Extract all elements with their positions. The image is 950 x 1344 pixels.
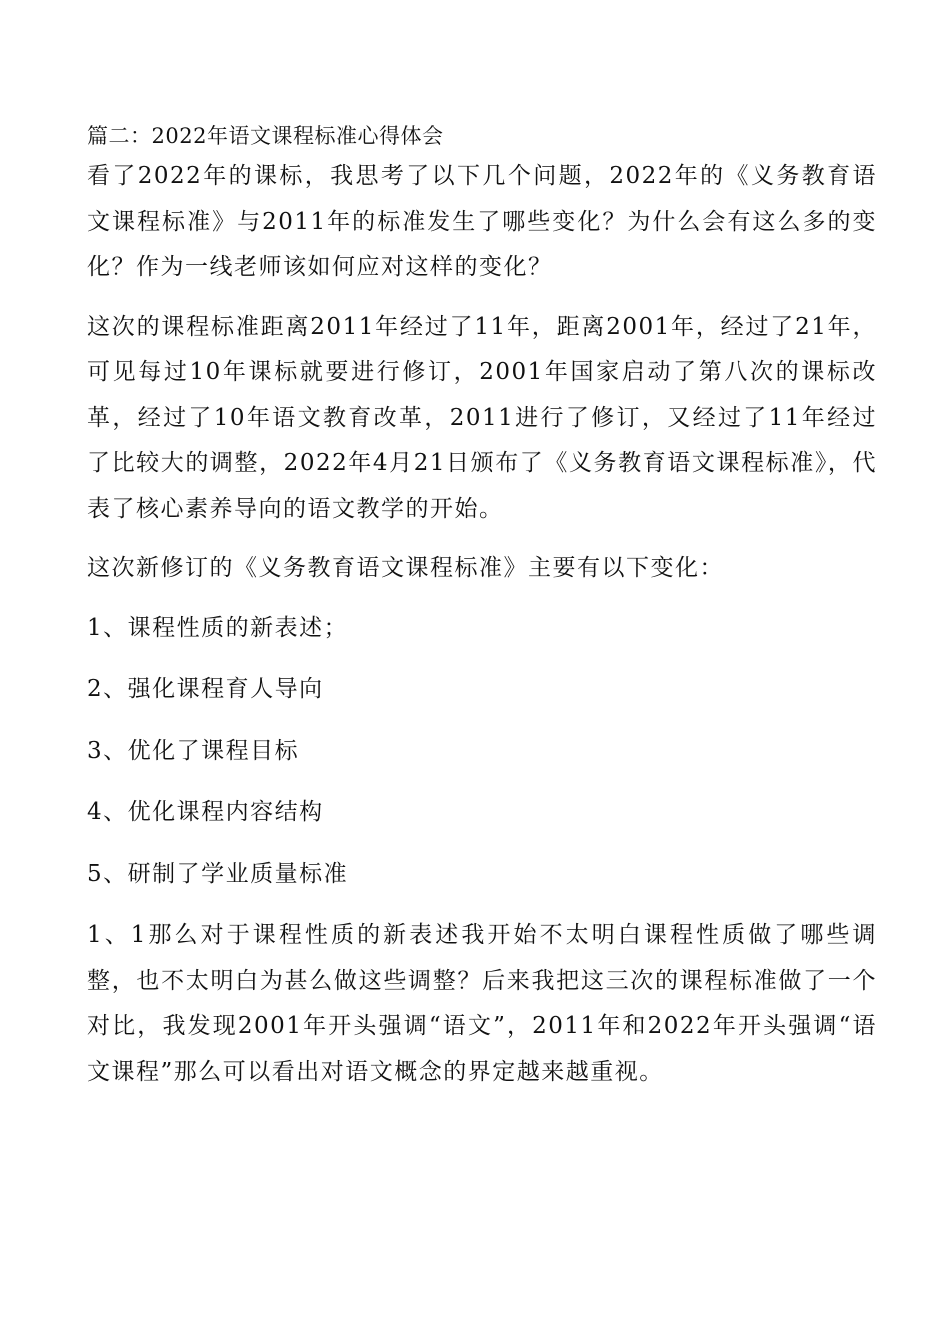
- paragraph-course-nature: 1、1那么对于课程性质的新表述我开始不太明白课程性质做了哪些调整，也不太明白为甚么做这些调整？后来我把这三次的课程标准做了一个对比，我发现2001年开头强调“语文”，2011年和2022年开头强调“语文课程”那么可以看出对语文概念的界定越来越重视。: [87, 922, 877, 1085]
- list-item-5: 5、研制了学业质量标准: [87, 860, 349, 887]
- list-item-1: 1、课程性质的新表述；: [87, 614, 349, 641]
- list-item-4: 4、优化课程内容结构: [87, 799, 324, 825]
- list-item-3: 3、优化了课程目标: [87, 737, 300, 764]
- list-item-2: 2、强化课程育人导向: [87, 676, 324, 702]
- paragraph-changes-intro: 这次新修订的《义务教育语文课程标准》主要有以下变化：: [87, 555, 724, 581]
- document-page: [87, 118, 877, 1109]
- section-heading: 篇二：2022年语文课程标准心得体会: [87, 124, 444, 148]
- paragraph-intro: 看了2022年的课标，我思考了以下几个问题，2022年的《义务教育语文课程标准》与2011年的标准发生了哪些变化？为什么会有这么多的变化？作为一线老师该如何应对这样的变化？: [87, 163, 877, 280]
- paragraph-history: 这次的课程标准距离2011年经过了11年，距离2001年，经过了21年，可见每过10年课标就要进行修订，2001年国家启动了第八次的课标改革，经过了10年语文教育改革，2011进行了修订，又经过了11年经过了比较大的调整，2022年4月21日颁布了《义务教育语文课程标准》，代表了核心素养导向的语文教学的开始。: [87, 313, 877, 522]
